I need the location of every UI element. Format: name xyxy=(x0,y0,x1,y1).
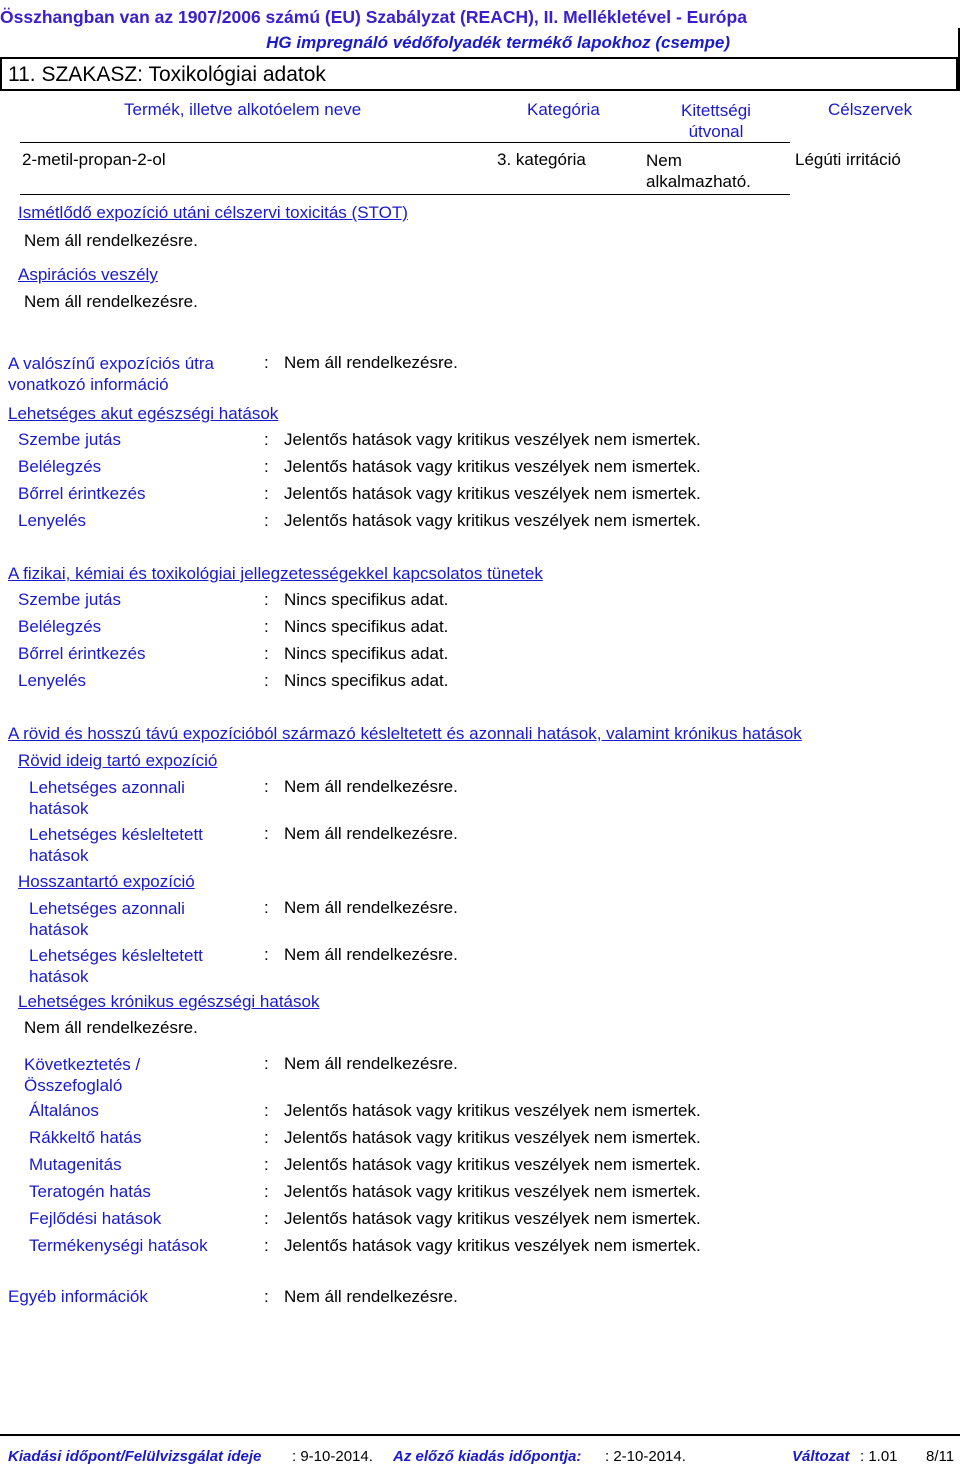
other-info-label: Egyéb információk xyxy=(8,1287,148,1306)
long-immediate-label: Lehetséges azonnali hatások xyxy=(29,899,185,939)
colon: : xyxy=(264,945,269,964)
colon: : xyxy=(264,1054,269,1073)
symptom-value: Nincs specifikus adat. xyxy=(284,671,449,690)
short-delayed-value: Nem áll rendelkezésre. xyxy=(284,824,458,843)
conclusion-item-label: Rákkeltő hatás xyxy=(29,1128,142,1147)
acute-effect-value: Jelentős hatások vagy kritikus veszélyek nem ismertek. xyxy=(284,457,701,476)
acute-effect-label: Szembe jutás xyxy=(18,430,121,449)
conclusion-item-value: Jelentős hatások vagy kritikus veszélyek nem ismertek. xyxy=(284,1209,701,1228)
acute-effect-value: Jelentős hatások vagy kritikus veszélyek nem ismertek. xyxy=(284,430,701,449)
long-exposure-heading: Hosszantartó expozíció xyxy=(18,872,195,891)
symptom-label: Belélegzés xyxy=(18,617,102,636)
short-immediate-value: Nem áll rendelkezésre. xyxy=(284,777,458,796)
table-bottom-rule xyxy=(20,194,790,195)
footer-prev-label: Az előző kiadás időpontja: xyxy=(393,1448,582,1465)
footer-version-value: : 1.01 xyxy=(860,1448,898,1465)
colon: : xyxy=(264,671,269,690)
symptom-value: Nincs specifikus adat. xyxy=(284,617,449,636)
short-delayed-label: Lehetséges késleltetett hatások xyxy=(29,825,203,865)
conclusion-item-label: Fejlődési hatások xyxy=(29,1209,162,1228)
stot-repeated-value: Nem áll rendelkezésre. xyxy=(24,231,198,250)
footer-issue-date: : 9-10-2014. xyxy=(292,1448,373,1465)
acute-effect-value: Jelentős hatások vagy kritikus veszélyek nem ismertek. xyxy=(284,511,701,530)
footer-page-number: 8/11 xyxy=(926,1448,955,1465)
conclusion-item-value: Jelentős hatások vagy kritikus veszélyek nem ismertek. xyxy=(284,1236,701,1255)
stot-repeated-heading: Ismétlődő expozíció utáni célszervi toxicitás (STOT) xyxy=(18,203,408,222)
colon: : xyxy=(264,1236,269,1255)
colon: : xyxy=(264,1287,269,1306)
colon: : xyxy=(264,430,269,449)
acute-effects-heading: Lehetséges akut egészségi hatások xyxy=(8,404,279,423)
conclusion-item-label: Mutagenitás xyxy=(29,1155,122,1174)
colon: : xyxy=(264,590,269,609)
colon: : xyxy=(264,353,269,372)
symptom-value: Nincs specifikus adat. xyxy=(284,644,449,663)
conclusion-item-value: Jelentős hatások vagy kritikus veszélyek nem ismertek. xyxy=(284,1101,701,1120)
table-cell-route: Nem alkalmazható. xyxy=(646,151,751,191)
conclusion-item-value: Jelentős hatások vagy kritikus veszélyek nem ismertek. xyxy=(284,1155,701,1174)
product-name: HG impregnáló védőfolyadék termékő lapokhoz (csempe) xyxy=(266,33,730,52)
colon: : xyxy=(264,511,269,530)
exposure-routes-value: Nem áll rendelkezésre. xyxy=(284,353,458,372)
aspiration-heading: Aspirációs veszély xyxy=(18,265,158,284)
colon: : xyxy=(264,1101,269,1120)
colon: : xyxy=(264,1155,269,1174)
section-title: 11. SZAKASZ: Toxikológiai adatok xyxy=(8,63,326,86)
conclusion-item-value: Jelentős hatások vagy kritikus veszélyek nem ismertek. xyxy=(284,1182,701,1201)
acute-effect-value: Jelentős hatások vagy kritikus veszélyek nem ismertek. xyxy=(284,484,701,503)
exposure-routes-label: A valószínű expozíciós útra vonatkozó információ xyxy=(8,354,215,394)
other-info-value: Nem áll rendelkezésre. xyxy=(284,1287,458,1306)
regulation-header: Összhangban van az 1907/2006 számú (EU) Szabályzat (REACH), II. Mellékletével - Európa xyxy=(0,7,747,27)
chronic-heading: Lehetséges krónikus egészségi hatások xyxy=(18,992,320,1011)
colon: : xyxy=(264,457,269,476)
colon: : xyxy=(264,1128,269,1147)
conclusion-item-label: Teratogén hatás xyxy=(29,1182,151,1201)
table-cell-name: 2-metil-propan-2-ol xyxy=(22,150,166,169)
short-exposure-heading: Rövid ideig tartó expozíció xyxy=(18,751,218,770)
table-header-organs: Célszervek xyxy=(828,100,913,119)
footer-version-label: Változat xyxy=(792,1448,850,1465)
aspiration-value: Nem áll rendelkezésre. xyxy=(24,292,198,311)
delayed-effects-heading: A rövid és hosszú távú expozícióból származó késleltetett és azonnali hatások, valamint krónikus hatások xyxy=(8,724,802,743)
symptom-label: Lenyelés xyxy=(18,671,87,690)
colon: : xyxy=(264,484,269,503)
long-delayed-value: Nem áll rendelkezésre. xyxy=(284,945,458,964)
long-immediate-value: Nem áll rendelkezésre. xyxy=(284,898,458,917)
colon: : xyxy=(264,617,269,636)
colon: : xyxy=(264,898,269,917)
conclusion-item-value: Jelentős hatások vagy kritikus veszélyek nem ismertek. xyxy=(284,1128,701,1147)
colon: : xyxy=(264,1209,269,1228)
symptoms-heading: A fizikai, kémiai és toxikológiai jellegzetességekkel kapcsolatos tünetek xyxy=(8,564,543,583)
conclusion-item-label: Termékenységi hatások xyxy=(29,1236,208,1255)
footer-prev-date: : 2-10-2014. xyxy=(605,1448,686,1465)
conclusion-item-label: Általános xyxy=(29,1101,99,1120)
acute-effect-label: Belélegzés xyxy=(18,457,102,476)
long-delayed-label: Lehetséges késleltetett hatások xyxy=(29,946,203,986)
colon: : xyxy=(264,777,269,796)
short-immediate-label: Lehetséges azonnali hatások xyxy=(29,778,185,818)
colon: : xyxy=(264,1182,269,1201)
conclusion-value: Nem áll rendelkezésre. xyxy=(284,1054,458,1073)
acute-effect-label: Bőrrel érintkezés xyxy=(18,484,146,503)
footer-issue-label: Kiadási időpont/Felülvizsgálat ideje xyxy=(8,1448,262,1465)
footer-rule xyxy=(0,1434,960,1436)
table-cell-category: 3. kategória xyxy=(497,150,586,169)
acute-effect-label: Lenyelés xyxy=(18,511,87,530)
colon: : xyxy=(264,824,269,843)
symptom-value: Nincs specifikus adat. xyxy=(284,590,449,609)
symptom-label: Bőrrel érintkezés xyxy=(18,644,146,663)
table-header-name: Termék, illetve alkotóelem neve xyxy=(124,100,362,119)
table-header-category: Kategória xyxy=(527,100,600,119)
table-header-rule xyxy=(20,142,790,143)
chronic-value: Nem áll rendelkezésre. xyxy=(24,1018,198,1037)
symptom-label: Szembe jutás xyxy=(18,590,121,609)
table-header-route: Kitettségi útvonal xyxy=(681,101,751,141)
table-cell-organs: Légúti irritáció xyxy=(795,150,901,169)
conclusion-label: Következtetés / Összefoglaló xyxy=(24,1055,141,1095)
colon: : xyxy=(264,644,269,663)
